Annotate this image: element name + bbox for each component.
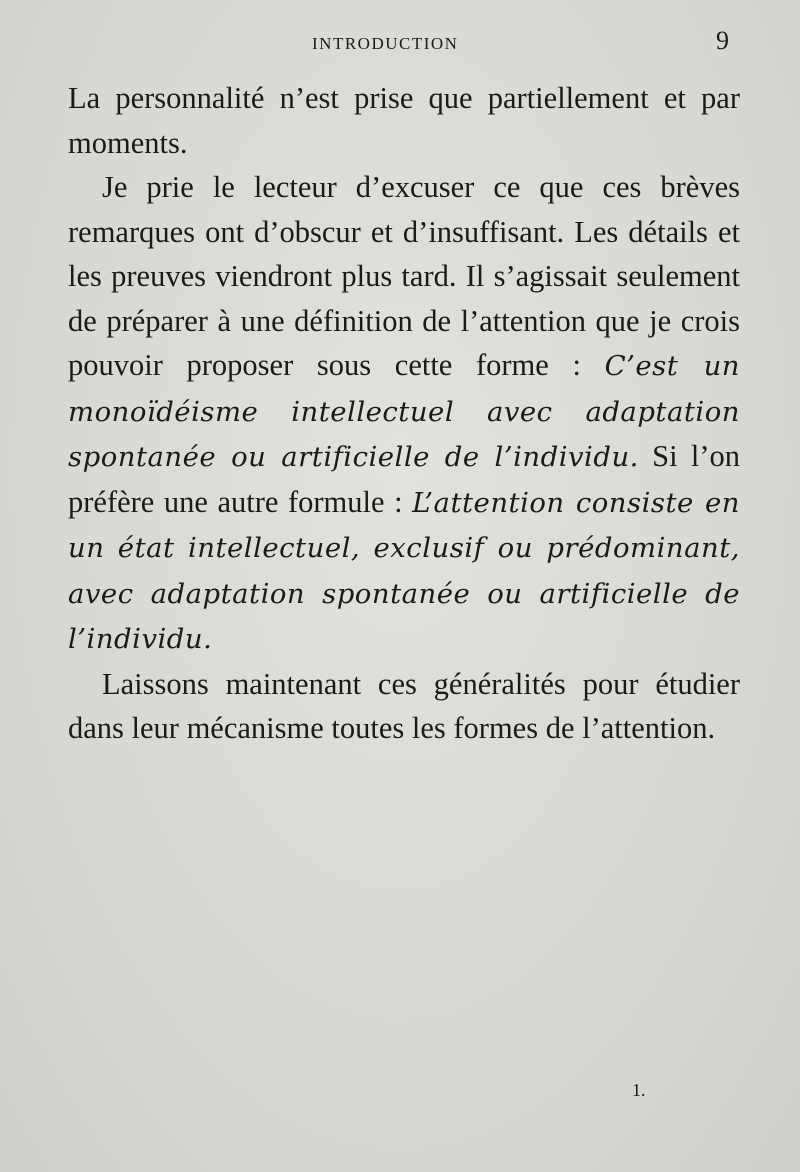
paragraph-2-text-a: Je prie le lecteur d’excuser ce que ces brèves remarques ont d’obscur et d’insuffisant. Les détails et les preuves viendront plus tard. Il s’agissait seulement de préparer à une définition de l’attention que je crois pouvoir proposer sous cette forme : <box>68 170 740 382</box>
body-text <box>68 76 740 751</box>
paragraph-2 <box>68 165 740 662</box>
running-title: INTRODUCTION <box>312 34 459 53</box>
paragraph-3: Laissons maintenant ces généralités pour étudier dans leur mécanisme toutes les formes de l’attention. <box>68 666 740 745</box>
definition-2: L’attention consiste en un état intellectuel, exclusif ou prédominant, avec adaptation spontanée ou artificielle de l’individu. <box>68 486 740 655</box>
page-number: 9 <box>716 26 729 55</box>
paragraph-1: La personnalité n’est prise que partiellement et par moments. <box>68 81 740 160</box>
signature-mark: 1. <box>632 1080 646 1100</box>
definition-1: C’est un monoïdéisme intellectuel avec adaptation spontanée ou artificielle de l’individu. <box>68 350 741 473</box>
running-head <box>0 26 800 58</box>
paragraph-2-text-b: Si l’on préfère une autre formule : <box>68 439 740 519</box>
